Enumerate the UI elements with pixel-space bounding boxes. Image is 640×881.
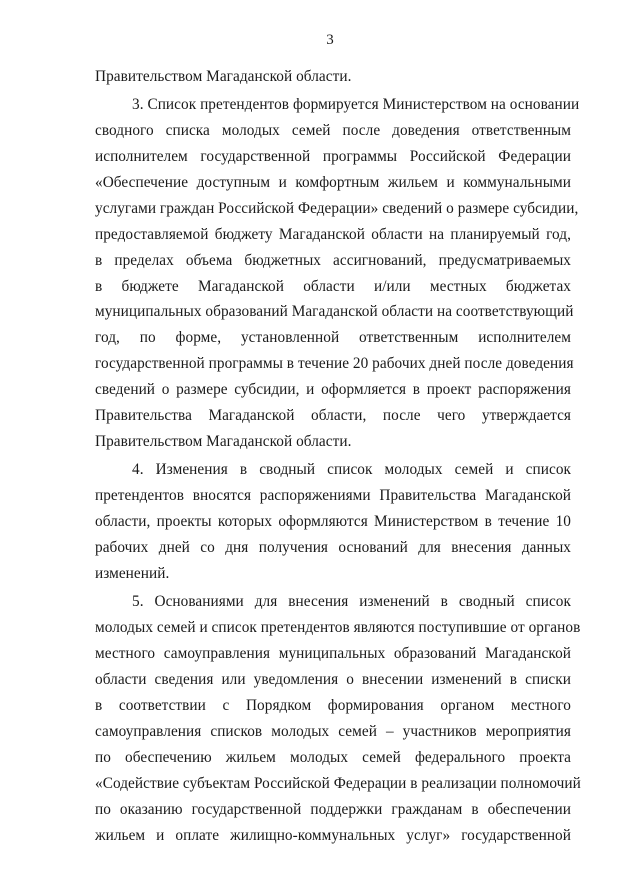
page-number: 3 [326,32,334,48]
text-line: претендентов вносятся распоряжениями Правительства Магаданской [95,487,571,504]
text-line: Правительством Магаданской области. [95,68,352,85]
text-line: государственной программы в течение 20 рабочих дней после доведения [95,355,574,372]
text-line: в соответствии с Порядком формирования органом местного [95,697,571,714]
text-line: области сведения или уведомления о внесении изменений в списки [95,671,571,688]
text-line: сведений о размере субсидии, и оформляется в проект распоряжения [95,381,571,398]
text-line: исполнителем государственной программы Российской Федерации [95,148,571,165]
text-line: «Обеспечение доступным и комфортным жильем и коммунальными [95,174,571,191]
paragraph-first-line: 5. Основаниями для внесения изменений в сводный список [132,593,571,610]
text-line: по обеспечению жильем молодых семей федерального проекта [95,749,571,766]
text-line: жильем и оплате жилищно-коммунальных услуг» государственной [95,827,571,844]
text-line: самоуправления списков молодых семей – участников мероприятия [95,723,571,740]
text-line: предоставляемой бюджету Магаданской области на планируемый год, [95,226,571,243]
text-line: услугами граждан Российской Федерации» сведений о размере субсидии, [95,200,579,217]
text-line: год, по форме, установленной ответственным исполнителем [95,329,571,346]
text-line: в пределах объема бюджетных ассигнований, предусматриваемых [95,252,571,269]
text-line: по оказанию государственной поддержки гражданам в обеспечении [95,801,571,818]
paragraph-first-line: 3. Список претендентов формируется Министерством на основании [132,96,580,113]
text-line: молодых семей и список претендентов являются поступившие от органов [95,619,581,636]
text-line: сводного списка молодых семей после доведения ответственным [95,122,571,139]
text-line: местного самоуправления муниципальных образований Магаданской [95,645,571,662]
text-line: муниципальных образований Магаданской области на соответствующий [95,303,574,320]
text-line: области, проекты которых оформляются Министерством в течение 10 [95,513,571,530]
paragraph-first-line: 4. Изменения в сводный список молодых семей и список [132,461,571,478]
text-line: в бюджете Магаданской области и/или местных бюджетах [95,278,571,295]
text-line: Правительства Магаданской области, после чего утверждается [95,407,571,424]
text-line: рабочих дней со дня получения оснований для внесения данных [95,539,571,556]
text-line: изменений. [95,565,170,582]
text-line: «Содействие субъектам Российской Федерации в реализации полномочий [95,775,581,792]
text-line: Правительством Магаданской области. [95,433,352,450]
